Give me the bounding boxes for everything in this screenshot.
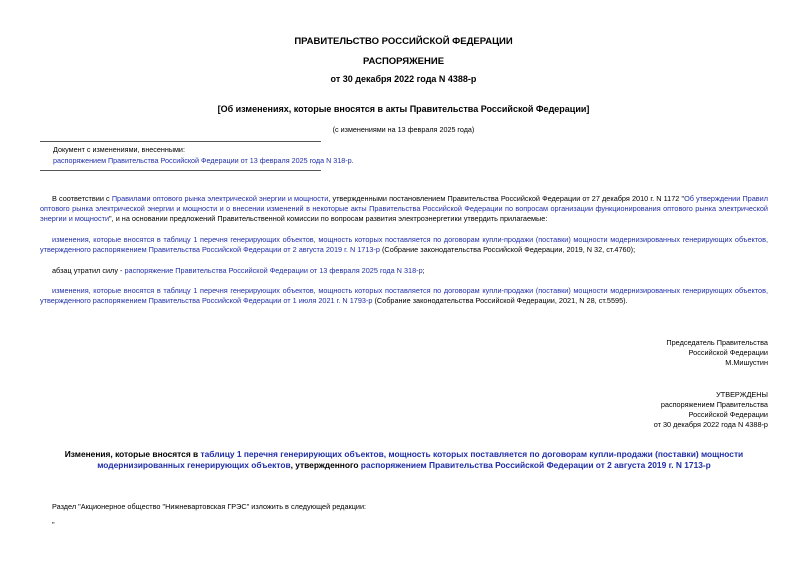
approval-block [654, 390, 768, 430]
void-tail: ; [422, 266, 425, 275]
changes-box-link[interactable]: распоряжением Правительства Российской Федерации от 13 февраля 2025 года N 318-р. [53, 156, 354, 165]
approval-line-3: Российской Федерации [688, 410, 768, 419]
annex-title [40, 449, 768, 471]
annex-table-link[interactable]: таблицу 1 перечня генерирующих объектов, мощность которых поставляется по договорам купли-продажи (поставки) мощности модернизированных генерирующих объектов [97, 449, 744, 470]
changes-box-top-rule [40, 141, 321, 142]
changes-box-label: Документ с изменениями, внесенными: [53, 145, 185, 154]
preamble-text-3: ", и на основании предложений Правительственной комиссии по вопросам развития электроэнергетики утвердить прилагаемые: [109, 214, 548, 223]
approval-line-1: УТВЕРЖДЕНЫ [716, 390, 768, 399]
preamble-text-2: , утвержденными постановлением Правительства Российской Федерации от 27 декабря 2010 г. N 1172 " [328, 194, 685, 203]
section-instruction: Раздел "Акционерное общество "Нижневартовская ГРЭС" изложить в следующей редакции: [52, 502, 367, 511]
revision-note: (с изменениями на 13 февраля 2025 года) [332, 125, 475, 134]
document-type: РАСПОРЯЖЕНИЕ [362, 56, 445, 67]
item-2-link[interactable]: изменения, которые вносятся в таблицу 1 перечня генерирующих объектов, мощность которых поставляется по договорам купли-продажи (поставки) мощности модернизированных генерирующих объектов, утвержденного распоряжением Правительства Российской Федерации от 1 июля 2021 г. N 1793-р [40, 286, 768, 305]
void-text: абзац утратил силу - [52, 266, 125, 275]
document-title: [Об изменениях, которые вносятся в акты Правительства Российской Федерации] [217, 104, 590, 114]
annex-order-link[interactable]: распоряжением Правительства Российской Федерации от 2 августа 2019 г. N 1713-р [360, 460, 711, 470]
signature-line-1: Председатель Правительства [666, 338, 768, 347]
document-date-number: от 30 декабря 2022 года N 4388-р [330, 74, 477, 84]
void-paragraph [52, 266, 768, 276]
approval-line-2: распоряжением Правительства [660, 400, 768, 409]
item-1-link[interactable]: изменения, которые вносятся в таблицу 1 перечня генерирующих объектов, мощность которых поставляется по договорам купли-продажи (поставки) мощности модернизированных генерирующих объектов, утвержденного распоряжением Правительства Российской Федерации от 2 августа 2019 г. N 1713-р [40, 235, 768, 254]
item-2-text: (Собрание законодательства Российской Федерации, 2021, N 28, ст.5595). [372, 296, 628, 305]
item-1-text: (Собрание законодательства Российской Федерации, 2019, N 32, ст.4760); [379, 245, 636, 254]
issuing-authority: ПРАВИТЕЛЬСТВО РОССИЙСКОЙ ФЕДЕРАЦИИ [294, 36, 513, 47]
preamble-text-1: В соответствии с [52, 194, 112, 203]
resolution-1172-link[interactable]: Об утверждении Правил оптового рынка электрической энергии и мощности и о внесении изменений в некоторые акты Правительства Российской Федерации по вопросам организации функционирования оптового рынка электрической энергии и мощности [40, 194, 769, 223]
annex-title-text-1: Изменения, которые вносятся в [64, 449, 201, 459]
signature-line-3: М.Мишустин [725, 358, 768, 367]
void-link[interactable]: распоряжение Правительства Российской Федерации от 13 февраля 2025 года N 318-р [124, 266, 423, 275]
quote-mark: " [52, 520, 55, 529]
annex-title-text-2: , утвержденного [290, 460, 361, 470]
item-1-paragraph [40, 235, 768, 255]
signature-block [666, 338, 768, 368]
signature-line-2: Российской Федерации [688, 348, 768, 357]
approval-line-4: от 30 декабря 2022 года N 4388-р [653, 420, 768, 429]
changes-box-bottom-rule [40, 170, 321, 171]
wholesale-market-rules-link[interactable]: Правилами оптового рынка электрической энергии и мощности [111, 194, 329, 203]
preamble-paragraph [40, 194, 768, 224]
item-2-paragraph [40, 286, 768, 306]
